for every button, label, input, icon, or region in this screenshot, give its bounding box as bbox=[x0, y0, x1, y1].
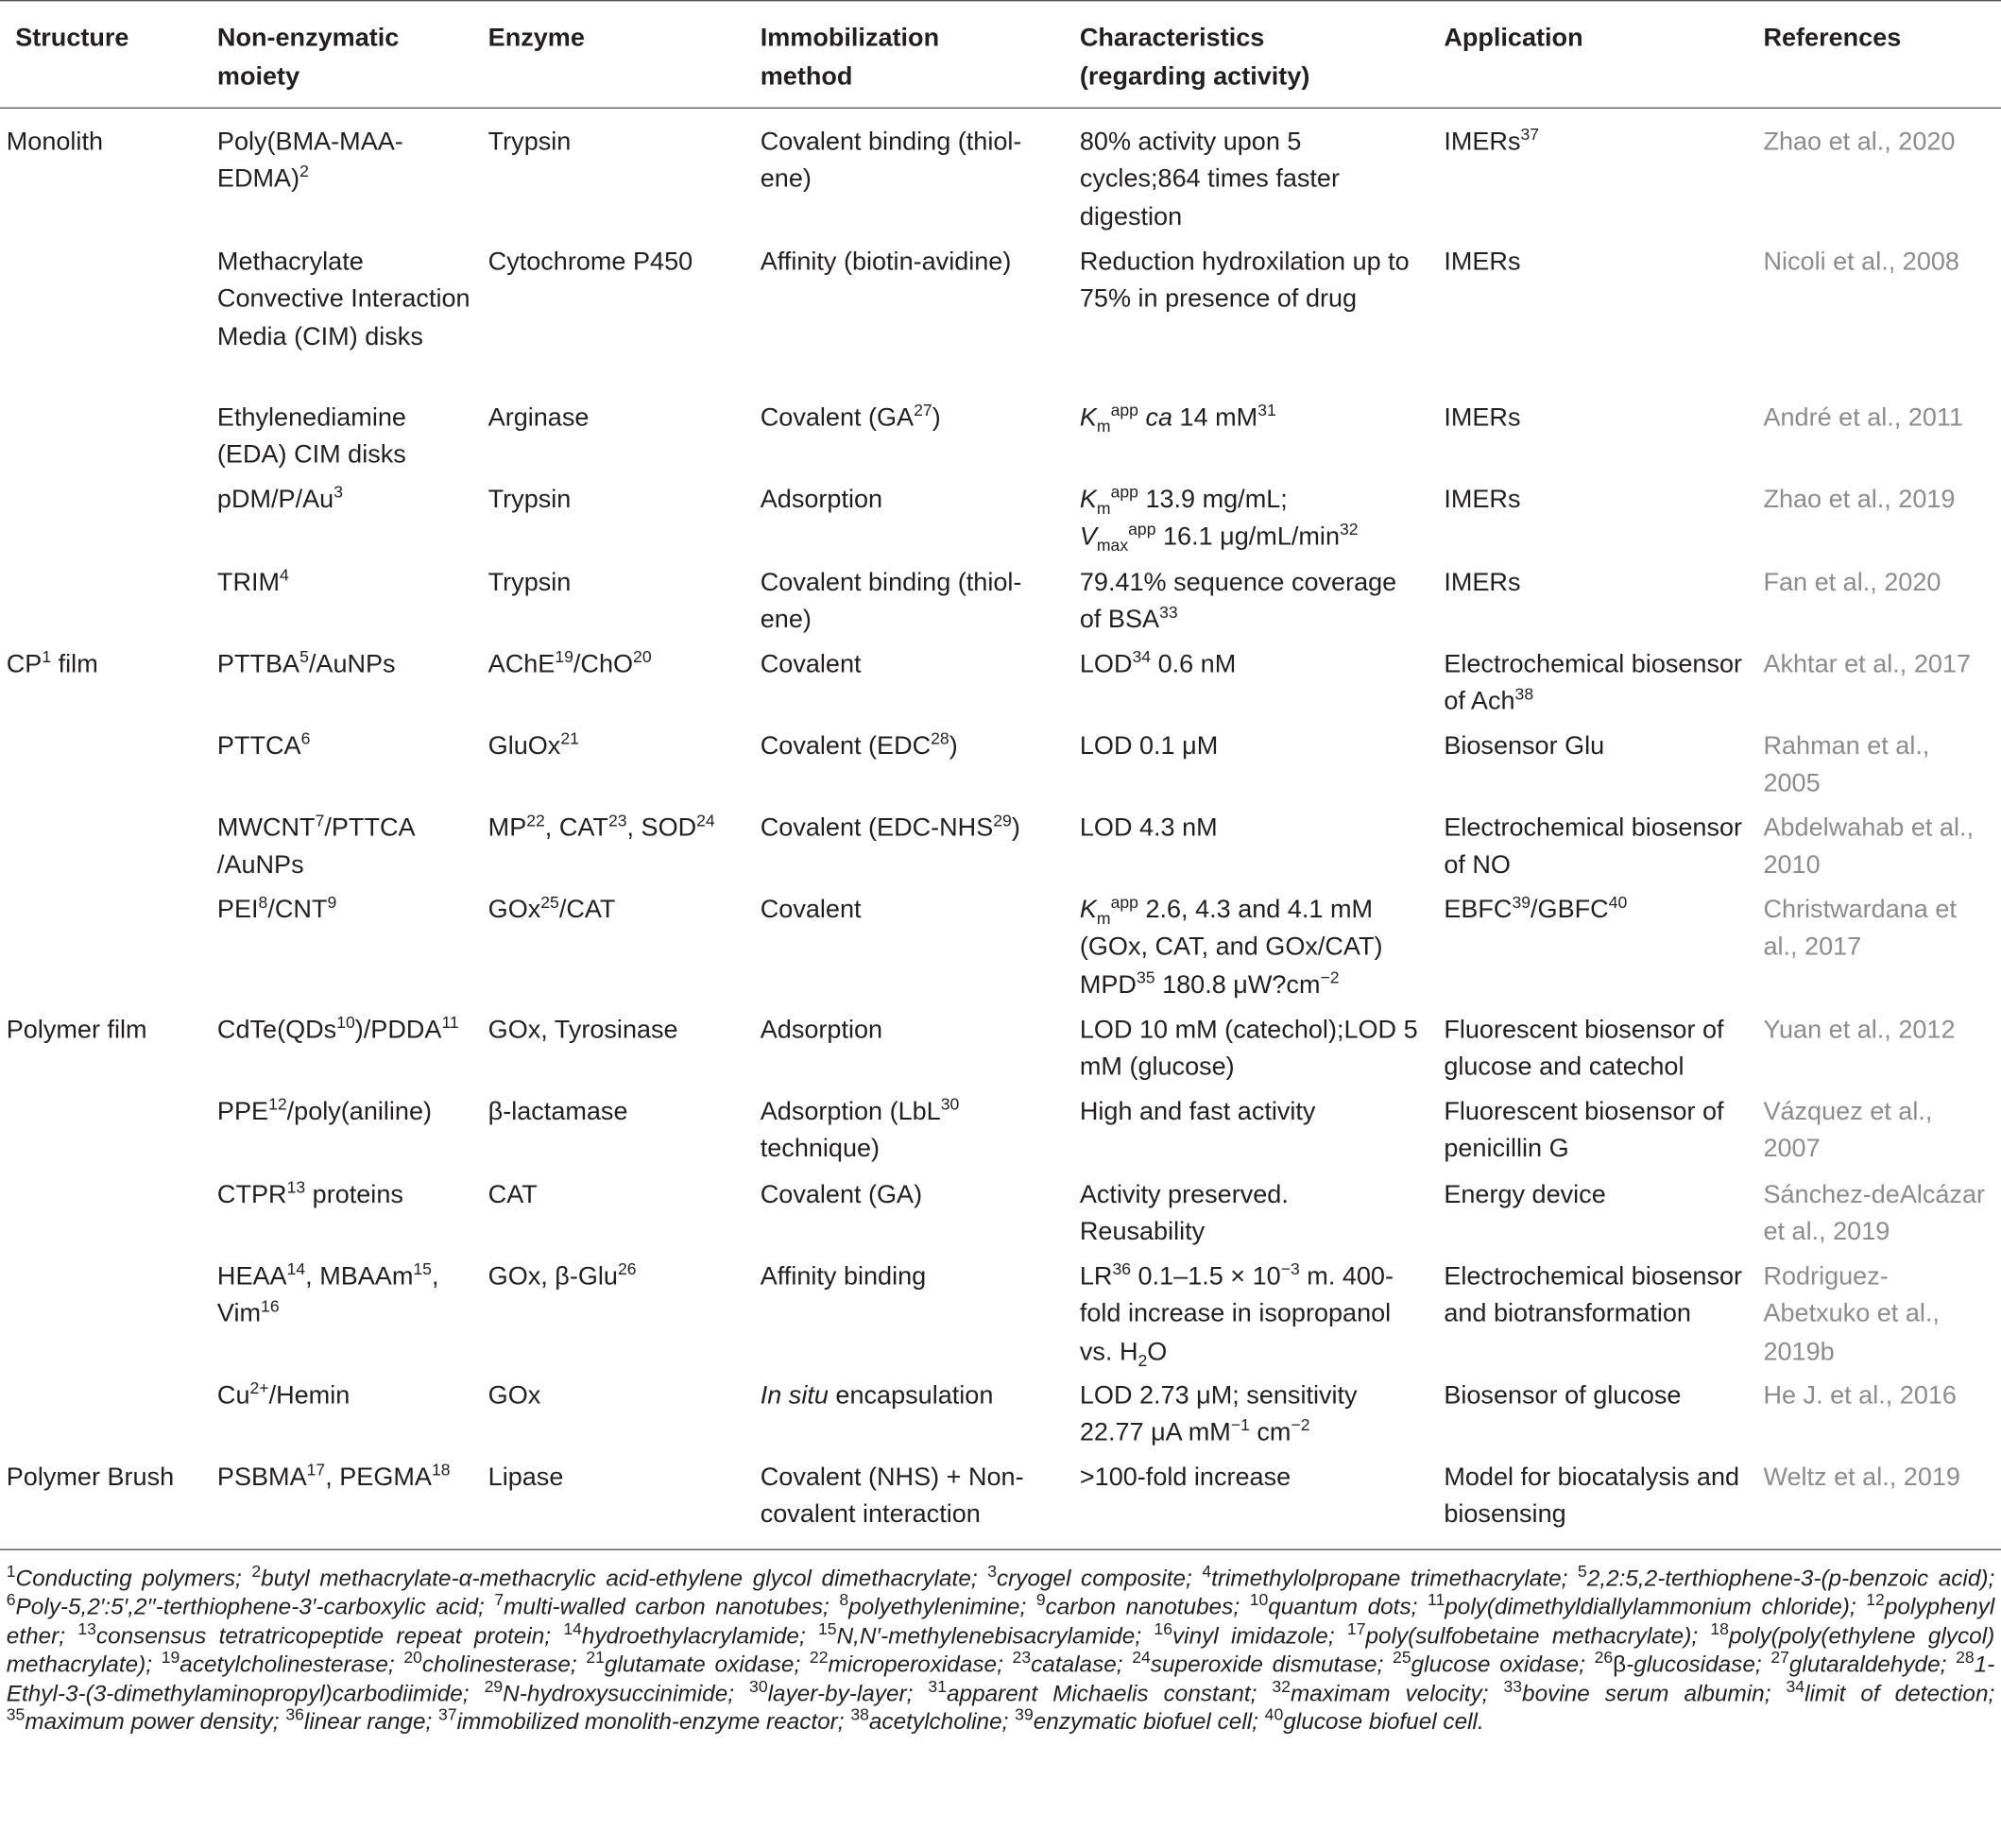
characteristics-cell: LOD 0.1 μM bbox=[1079, 732, 1219, 761]
characteristics-cell: 79.41% sequence coverage of BSA$^{33}$ bbox=[1079, 568, 1397, 635]
application-cell: Fluorescent biosensor of penicillin G bbox=[1444, 1097, 1724, 1164]
moiety-cell: PSBMA$^{17}$, PEGMA$^{18}$ bbox=[216, 1460, 451, 1492]
header-moiety: Non-enzymatic moiety bbox=[216, 24, 400, 91]
moiety-cell: TRIM$^4$ bbox=[216, 565, 289, 597]
characteristics-cell: LOD 4.3 nM bbox=[1079, 813, 1218, 843]
reference-cell: Vázquez et al., 2007 bbox=[1763, 1097, 1933, 1164]
moiety-cell: PPE$^{12}$/poly(aniline) bbox=[216, 1094, 432, 1126]
application-cell: Electrochemical biosensor of Ach$^{38}$ bbox=[1444, 650, 1743, 716]
application-cell: IMERs bbox=[1444, 486, 1521, 514]
application-cell: Electrochemical biosensor and biotransformation bbox=[1444, 1262, 1743, 1328]
moiety-cell: $Cu^{2+}$/Hemin bbox=[216, 1377, 351, 1411]
moiety-cell: Ethylenediamine (EDA) CIM disks bbox=[216, 403, 406, 470]
enzyme-cell: Trypsin bbox=[487, 128, 572, 157]
header-references: References bbox=[1763, 24, 1902, 53]
method-cell: Covalent (GA$^{27}$) bbox=[760, 400, 941, 433]
method-cell: Affinity binding bbox=[760, 1262, 927, 1292]
reference-cell: Weltz et al., 2019 bbox=[1763, 1463, 1960, 1492]
application-cell: IMERs$^{37}$ bbox=[1444, 124, 1540, 157]
enzyme-cell: Trypsin bbox=[487, 486, 572, 514]
reference-cell: Zhao et al., 2019 bbox=[1763, 486, 1956, 514]
method-cell: Covalent (GA) bbox=[760, 1180, 923, 1209]
characteristics-cell: LOD 10 mM (catechol);LOD 5 mM (glucose) bbox=[1079, 1016, 1418, 1082]
method-cell: Covalent (NHS) + Non-covalent interaction bbox=[760, 1463, 1024, 1530]
moiety-cell: CdTe(QDs$^{10}$)/PDDA$^{11}$ bbox=[216, 1012, 459, 1045]
method-cell: Adsorption bbox=[760, 486, 883, 514]
header-application: Application bbox=[1444, 24, 1583, 53]
table-footnotes: $^1$Conducting polymers; $^2$butyl methacrylate-α-methacrylic acid-ethylene glycol dimethacrylate; $^3$cryogel composite; $^4$trimethylolpropane trimethacrylate; $^5$2,2:5,2-terthiophene-3-(p-benzoic acid); $^6$Poly-5,2′:5′,2′′-terthiophene-3′-carboxylic acid; $^7$multi-walled carbon nanotubes; $^8$polyethylenimine; $^9$carbon nanotubes; $^{10}$quantum dots; $^{11}$poly(dimethyldiallylammonium chloride); $^{12}$polyphenyl ether; $^{13}$consensus tetratricopeptide repeat protein; $^{14}$hydroethylacrylamide; $^{15}$N,N′-methylenebisacrylamide; $^{16}$vinyl imidazole; $^{17}$poly(sulfobetaine methacrylate); $^{18}$poly(poly(ethylene glycol) methacrylate); $^{19}$acetylcholinesterase; $^{20}$cholinesterase; $^{21}$glutamate oxidase; $^{22}$microperoxidase; $^{23}$catalase; $^{24}$superoxide dismutase; $^{25}$glucose oxidase; $^{26}$β-glucosidase; $^{27}$glutaraldehyde; $^{28}$1-Ethyl-3-(3-dimethylaminopropyl)carbodiimide; $^{29}$N-hydroxysuccinimide; $^{30}$layer-by-layer; $^{31}$apparent Michaelis constant; $^{32}$maximam velocity; $^{33}$bovine serum albumin; $^{34}$limit of detection; $^{35}$maximum power density; $^{36}$linear range; $^{37}$immobilized monolith-enzyme reactor; $^{38}$acetylcholine; $^{39}$enzymatic biofuel cell; $^{40}$glucose biofuel cell. bbox=[6, 1561, 1995, 1735]
table-top-rule bbox=[0, 0, 2001, 1]
enzyme-cell: Lipase bbox=[487, 1463, 564, 1492]
reference-cell: Yuan et al., 2012 bbox=[1763, 1016, 1956, 1045]
moiety-cell: Poly(BMA-MAA-EDMA)$^2$ bbox=[216, 128, 403, 194]
reference-cell: He J. et al., 2016 bbox=[1763, 1381, 1957, 1411]
reference-cell: Akhtar et al., 2017 bbox=[1763, 650, 1971, 679]
enzyme-cell: GOx$^{25}$/CAT bbox=[487, 892, 616, 925]
moiety-cell: PTTCA$^6$ bbox=[216, 728, 311, 761]
group-label: Polymer film bbox=[6, 1016, 147, 1045]
group-label: Polymer Brush bbox=[6, 1463, 175, 1492]
characteristics-cell: $K_m^{app}$ ca 14 $mM^{31}$ bbox=[1079, 400, 1276, 436]
method-cell: Adsorption bbox=[760, 1016, 883, 1045]
method-cell: In situ encapsulation bbox=[760, 1381, 994, 1411]
characteristics-cell: LOD 2.73 μM; sensitivity 22.77 μA $mM^{-1}$ $cm^{-2}$ bbox=[1079, 1381, 1358, 1447]
application-cell: IMERs bbox=[1444, 248, 1521, 277]
moiety-cell: MWCNT$^7$/PTTCA /AuNPs bbox=[216, 811, 415, 881]
application-cell: IMERs bbox=[1444, 403, 1521, 433]
moiety-cell: pDM/P/Au$^3$ bbox=[216, 482, 343, 514]
reference-cell: Rahman et al., 2005 bbox=[1763, 732, 1930, 798]
group-label: $CP^1$ film bbox=[6, 646, 98, 679]
method-cell: Affinity (biotin-avidine) bbox=[760, 248, 1012, 277]
reference-cell: Fan et al., 2020 bbox=[1763, 568, 1941, 597]
characteristics-cell: High and fast activity bbox=[1079, 1097, 1316, 1126]
moiety-cell: HEAA$^{14}$, MBAAm$^{15}$, Vim$^{16}$ bbox=[216, 1258, 439, 1328]
method-cell: Covalent binding (thiol-ene) bbox=[760, 128, 1022, 194]
application-cell: Biosensor of glucose bbox=[1444, 1381, 1682, 1411]
application-cell: Electrochemical biosensor of NO bbox=[1444, 813, 1743, 881]
enzyme-cell: Arginase bbox=[487, 403, 590, 433]
method-cell: Covalent bbox=[760, 896, 862, 925]
header-enzyme: Enzyme bbox=[487, 24, 585, 53]
moiety-cell: Methacrylate Convective Interaction Media (CIM) disks bbox=[216, 248, 470, 351]
enzyme-cell: GluOx$^{21}$ bbox=[487, 728, 579, 761]
application-cell: Energy device bbox=[1444, 1180, 1606, 1209]
reference-cell: Zhao et al., 2020 bbox=[1763, 128, 1956, 157]
enzyme-cell: GOx bbox=[487, 1381, 541, 1411]
reference-cell: Abdelwahab et al., 2010 bbox=[1763, 813, 1975, 881]
enzyme-cell: Trypsin bbox=[487, 568, 572, 597]
characteristics-cell: 80% activity upon 5 cycles;864 times faster digestion bbox=[1079, 128, 1340, 231]
method-cell: Covalent bbox=[760, 650, 862, 679]
characteristics-cell: >100-fold increase bbox=[1079, 1463, 1291, 1492]
reference-cell: Christwardana et al., 2017 bbox=[1763, 896, 1957, 962]
reference-cell: Nicoli et al., 2008 bbox=[1763, 248, 1959, 277]
reference-cell: Sánchez-deAlcázar et al., 2019 bbox=[1763, 1180, 1986, 1247]
method-cell: Adsorption (LbL$^{30}$ technique) bbox=[760, 1094, 960, 1164]
application-cell: Biosensor Glu bbox=[1444, 732, 1605, 761]
reference-cell: Rodriguez-Abetxuko et al., 2019b bbox=[1763, 1262, 1940, 1366]
method-cell: Covalent (EDC$^{28}$) bbox=[760, 728, 958, 761]
header-bottom-rule bbox=[0, 108, 2001, 109]
enzyme-cell: AChE$^{19}$/ChO$^{20}$ bbox=[487, 646, 652, 679]
enzyme-cell: GOx, Tyrosinase bbox=[487, 1016, 678, 1045]
enzyme-cell: Cytochrome P450 bbox=[487, 248, 693, 277]
application-cell: Model for biocatalysis and biosensing bbox=[1444, 1463, 1740, 1530]
enzyme-cell: GOx, β-Glu$^{26}$ bbox=[487, 1258, 637, 1292]
enzyme-cell: β-lactamase bbox=[487, 1097, 628, 1126]
moiety-cell: CTPR$^{13}$ proteins bbox=[216, 1177, 403, 1209]
method-cell: Covalent binding (thiol-ene) bbox=[760, 568, 1022, 635]
characteristics-cell: LR$^{36}$ $0.1-1.5 \times 10^{-3}$ m. 400-fold increase in isopropanol vs. $H_2O$ bbox=[1079, 1258, 1394, 1370]
header-characteristics: Characteristics (regarding activity) bbox=[1079, 24, 1310, 91]
characteristics-cell: $K_m^{app}$ 2.6, 4.3 and 4.1 mM (GOx, CAT, and GOx/CAT) MPD$^{35}$ 180.8 $\mu W?cm^{-2}$ bbox=[1079, 892, 1383, 1000]
application-cell: EBFC$^{39}$/GBFC$^{40}$ bbox=[1444, 892, 1628, 925]
characteristics-cell: LOD$^{34}$ 0.6 nM bbox=[1079, 646, 1237, 679]
application-cell: Fluorescent biosensor of glucose and catechol bbox=[1444, 1016, 1724, 1082]
reference-cell: André et al., 2011 bbox=[1763, 403, 1963, 433]
method-cell: Covalent (EDC-NHS$^{29}$) bbox=[760, 811, 1020, 843]
moiety-cell: PEI$^8$/CNT$^9$ bbox=[216, 892, 337, 925]
header-method: Immobilization method bbox=[760, 24, 940, 91]
moiety-cell: PTTBA$^5$/AuNPs bbox=[216, 646, 396, 679]
enzyme-cell: CAT bbox=[487, 1180, 538, 1209]
characteristics-cell: $K_m^{app}$ 13.9 mg/mL; $V_{max}^{app}$ 16.1 $\mu g/mL/\min^{32}$ bbox=[1079, 482, 1359, 556]
header-structure: Structure bbox=[15, 24, 129, 53]
application-cell: IMERs bbox=[1444, 568, 1521, 597]
group-label: Monolith bbox=[6, 128, 104, 157]
characteristics-cell: Reduction hydroxilation up to 75% in presence of drug bbox=[1079, 248, 1410, 314]
characteristics-cell: Activity preserved. Reusability bbox=[1079, 1180, 1289, 1247]
enzyme-cell: MP$^{22}$, CAT$^{23}$, SOD$^{24}$ bbox=[487, 811, 715, 843]
